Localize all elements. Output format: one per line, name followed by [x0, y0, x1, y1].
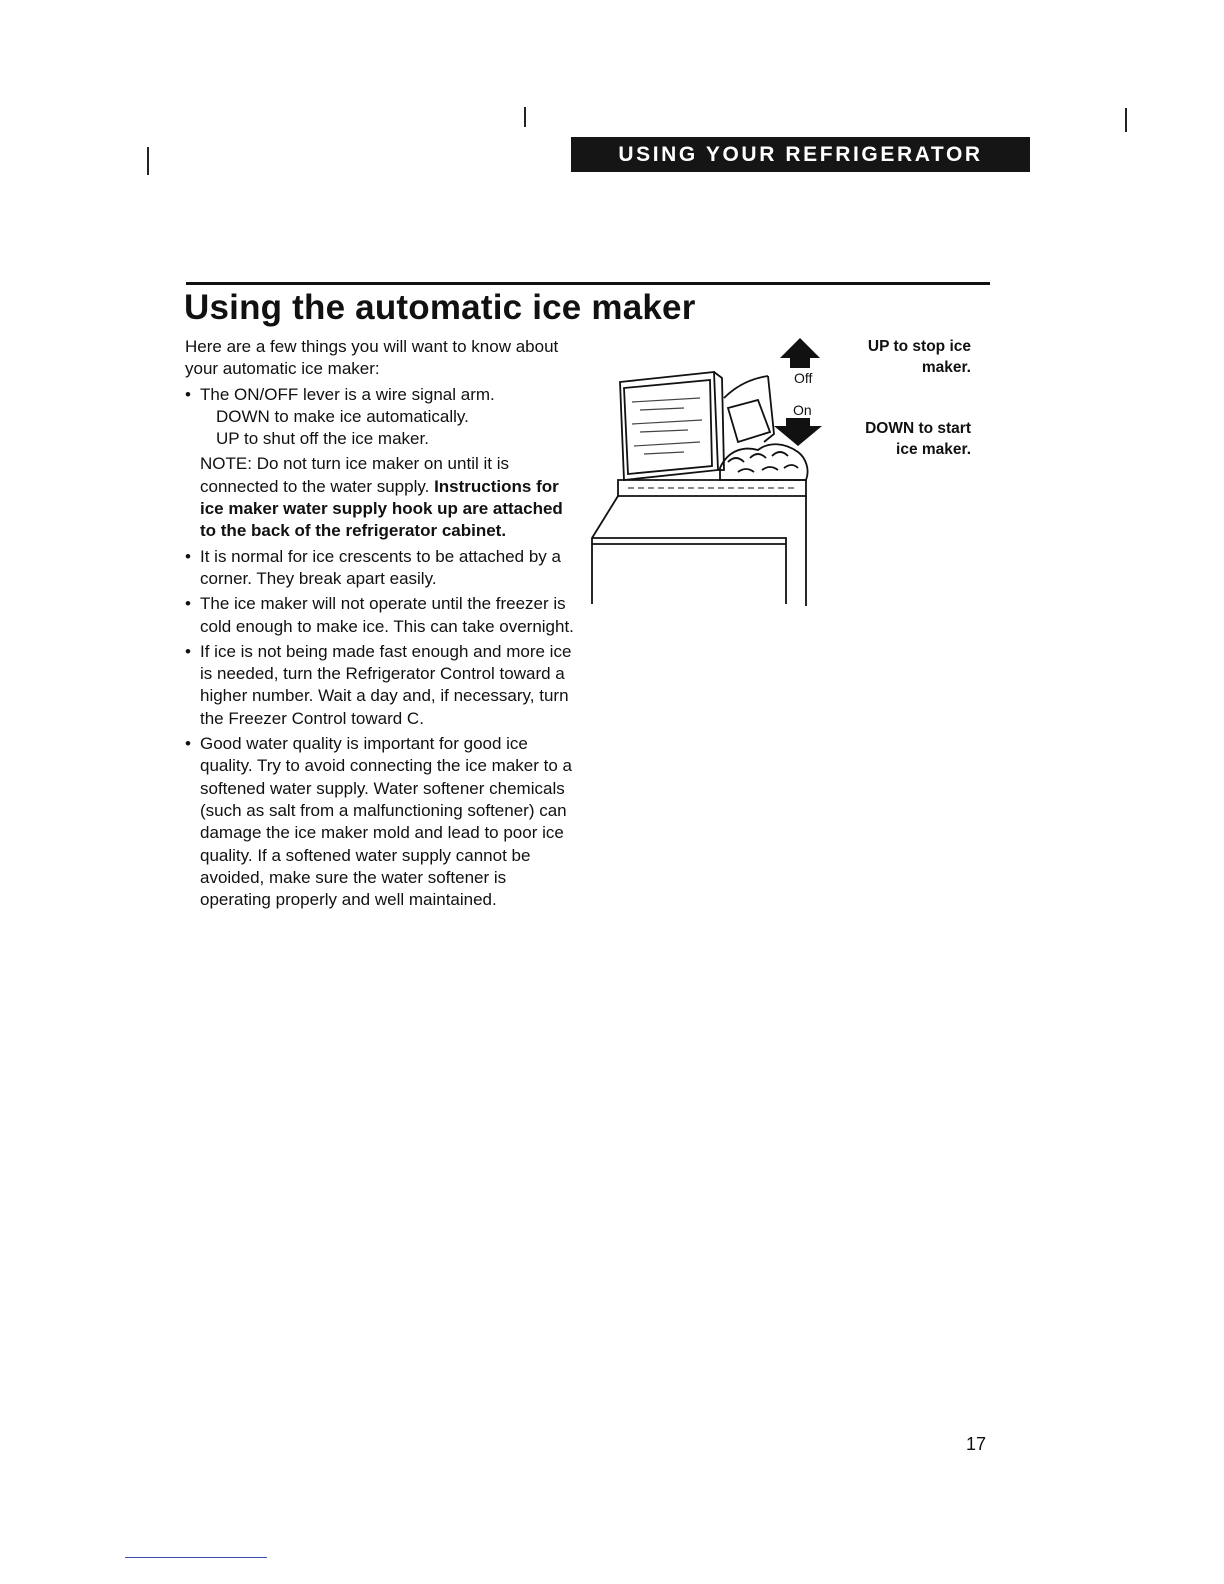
bullet-text: If ice is not being made fast enough and more ice is needed, turn the Refrigerator Control toward a higher number. Wait a day and, if necessary, turn the Freezer Control toward C. [200, 641, 572, 728]
list-item: • If ice is not being made fast enough and more ice is needed, turn the Refrigerator Control toward a higher number. Wait a day and, if necessary, turn the Freezer Control toward C. [185, 641, 572, 728]
down-instruction: DOWN to make ice automatically. [216, 406, 469, 426]
scan-mark-left [147, 147, 149, 175]
bullet-text: The ON/OFF lever is a wire signal arm. [200, 384, 495, 404]
bullet-text: Good water quality is important for good ice quality. Try to avoid connecting the ice maker to a softened water supply. Water softener chemicals (such as salt from a malfunctioning softener) can damage the ice maker mold and lead to poor ice quality. If a softened water supply cannot be avoided, make sure the water softener is operating properly and well maintained. [200, 734, 572, 910]
up-caption: UP to stop ice maker. [867, 338, 971, 376]
section-banner: USING YOUR REFRIGERATOR [571, 137, 1030, 172]
bullet-text: It is normal for ice crescents to be attached by a corner. They break apart easily. [200, 546, 561, 588]
down-caption: DOWN to start ice maker. [865, 420, 971, 458]
note-label: NOTE: [200, 454, 252, 474]
bullet-text: The ice maker will not operate until the freezer is cold enough to make ice. This can take overnight. [200, 594, 574, 636]
note-text: Do not turn ice maker on until it is connected to the water supply. [200, 454, 509, 496]
on-label: On [793, 402, 812, 418]
page-title: Using the automatic ice maker [184, 288, 696, 327]
off-label: Off [794, 370, 813, 386]
page-number: 17 [966, 1434, 987, 1454]
list-item: • The ON/OFF lever is a wire signal arm. [185, 384, 495, 404]
off-arrow-icon [780, 338, 820, 368]
on-arrow-icon [774, 418, 822, 446]
list-item: • Good water quality is important for good ice quality. Try to avoid connecting the ice maker to a softened water supply. Water softener chemicals (such as salt from a malfunctioning softener) can damage the ice maker mold and lead to poor ice quality. If a softened water supply cannot be avoided, make sure the water softener is operating properly and well maintained. [185, 734, 572, 910]
list-item: • It is normal for ice crescents to be attached by a corner. They break apart easily. [185, 546, 561, 588]
scan-mark-center [524, 107, 526, 127]
note-bold-text: Instructions for ice maker water supply hook up are attached to the back of the refrigerator cabinet. [200, 476, 563, 541]
title-rule [186, 282, 990, 285]
note-paragraph [185, 453, 575, 542]
intro-text: Here are a few things you will want to know about your automatic ice maker: [185, 337, 559, 379]
scan-mark-right [1125, 108, 1127, 132]
body-column [185, 336, 575, 911]
footer-line [125, 1557, 267, 1558]
up-instruction: UP to shut off the ice maker. [216, 429, 429, 449]
list-item: • The ice maker will not operate until the freezer is cold enough to make ice. This can take overnight. [185, 594, 574, 636]
